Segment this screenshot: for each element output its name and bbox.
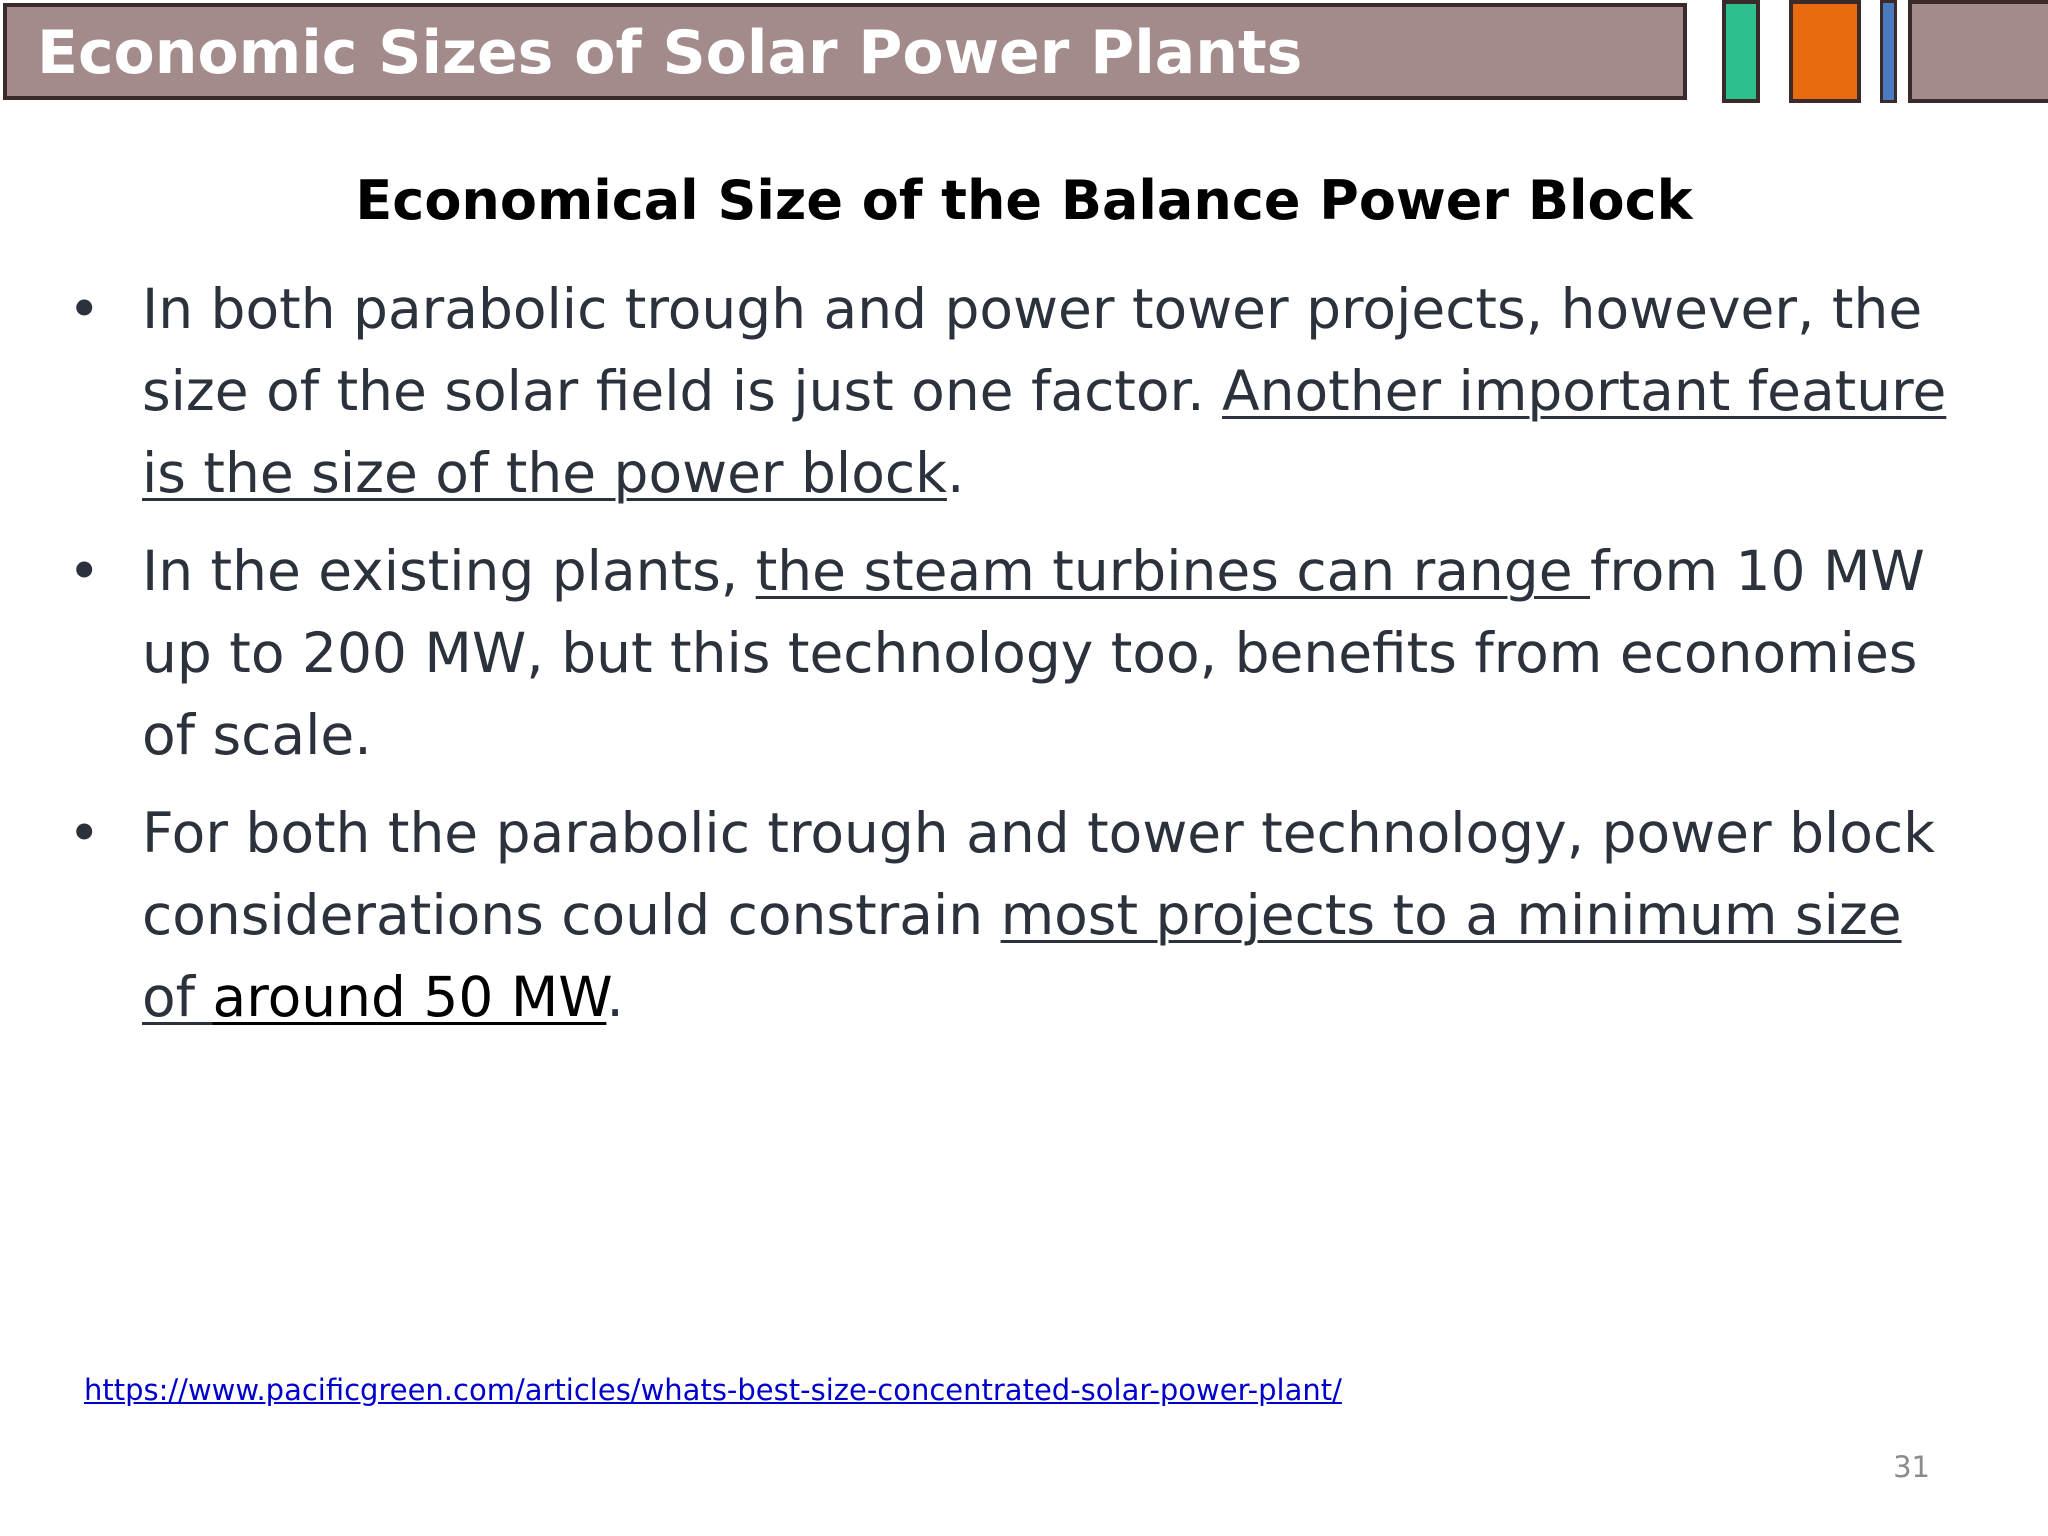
bullet-dot-icon: • — [68, 801, 101, 865]
page-number: 31 — [1893, 1450, 1930, 1484]
bullet-dot-icon: • — [68, 539, 101, 603]
slide-subtitle: Economical Size of the Balance Power Block — [355, 169, 1693, 232]
bullet-underlined-text: around 50 MW — [212, 965, 607, 1029]
source-link[interactable]: https://www.pacificgreen.com/articles/whats-best-size-concentrated-solar-power-plant/ — [84, 1373, 1342, 1407]
decor-block-orange — [1789, 0, 1861, 103]
bullet-item-2 — [60, 530, 1960, 776]
bullet-dot-icon: • — [68, 277, 101, 341]
bullet-text: . — [946, 441, 965, 505]
bullet-underlined-text: the steam turbines can range — [755, 539, 1591, 603]
slide-title: Economic Sizes of Solar Power Plants — [37, 18, 1303, 88]
bullet-item-1 — [60, 268, 1960, 514]
bullet-item-3 — [60, 792, 1960, 1038]
bullet-list — [60, 268, 1960, 1054]
bullet-text: In both parabolic trough and power tower projects, however, the size of the solar field is just one factor. — [142, 277, 1923, 423]
decor-block-blue — [1880, 0, 1897, 103]
bullet-underlined-text: Another important feature is the size of the power block — [142, 359, 1947, 505]
bullet-text: For both the parabolic trough and tower technology, power block considerations could constrain — [142, 801, 1936, 947]
decor-block-mauve — [1908, 0, 2048, 103]
decor-block-green — [1722, 0, 1760, 103]
bullet-text: In the existing plants, — [142, 539, 756, 603]
bullet-text: . — [606, 965, 624, 1029]
bullet-underlined-text: most projects to a minimum size of — [142, 883, 1902, 1029]
title-bar — [3, 3, 1687, 100]
bullet-text: from 10 MW up to 200 MW, but this technology too, benefits from economies of scale. — [142, 539, 1925, 767]
